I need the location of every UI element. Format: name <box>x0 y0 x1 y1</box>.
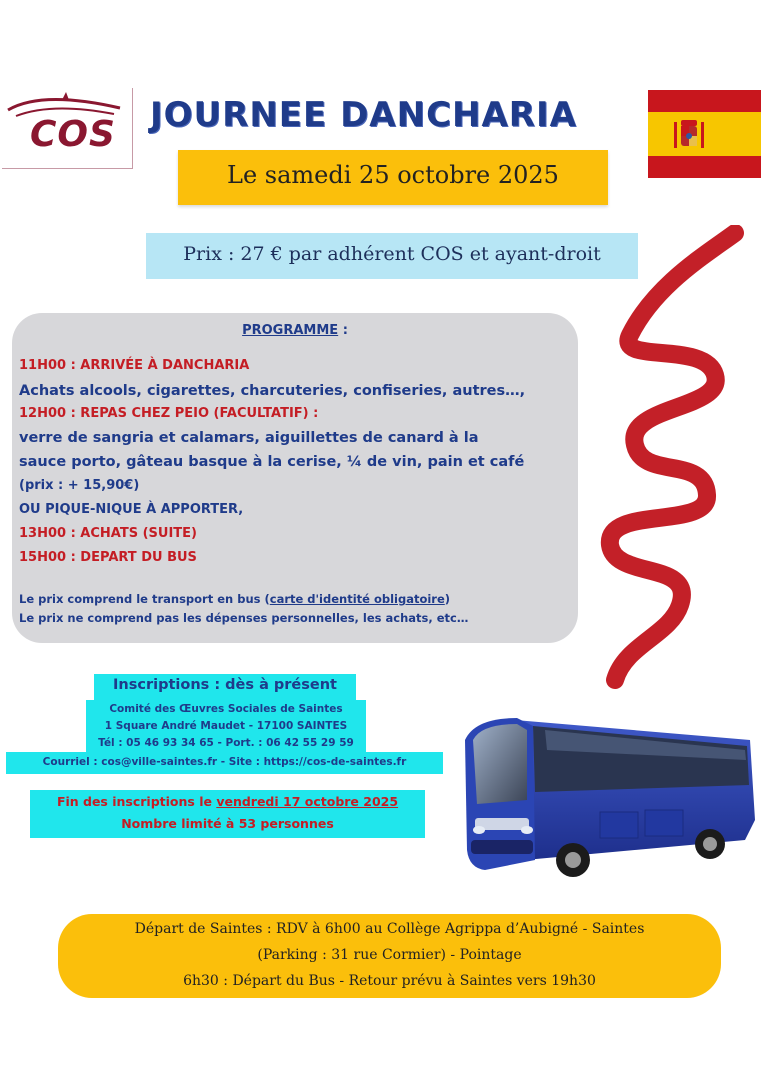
programme-bus-departure: 15H00 : DEPART DU BUS <box>19 550 197 565</box>
note-suffix: ) <box>444 592 451 606</box>
page-title: JOURNEE DANCHARIA <box>150 95 577 135</box>
inscriptions-address-box <box>86 700 366 756</box>
contact-email-site: Courriel : cos@ville-saintes.fr - Site : https://cos-de-saintes.fr <box>42 756 407 768</box>
date-banner <box>178 150 608 205</box>
id-card-required: carte d'identité obligatoire <box>269 592 445 606</box>
participant-limit: Nombre limité à 53 personnes <box>121 816 334 831</box>
deadline-prefix: Fin des inscriptions le <box>56 794 217 809</box>
coach-bus-image <box>455 700 760 880</box>
programme-picnic: OU PIQUE-NIQUE À APPORTER, <box>19 502 244 517</box>
departure-parking: (Parking : 31 rue Cormier) - Pointage <box>257 947 522 963</box>
programme-box <box>12 313 578 643</box>
departure-times: 6h30 : Départ du Bus - Retour prévu à Saintes vers 19h30 <box>183 973 596 989</box>
programme-menu-line2: sauce porto, gâteau basque à la cerise, ¼ de vin, pain et café <box>19 454 525 470</box>
organization-phones: Tél : 05 46 93 34 65 - Port. : 06 42 55 29 59 <box>98 737 354 749</box>
programme-shopping: Achats alcools, cigarettes, charcuteries, confiseries, autres…, <box>19 383 526 399</box>
programme-arrival: 11H00 : ARRIVÉE À DANCHARIA <box>19 358 250 373</box>
price-text: Prix : 27 € par adhérent COS et ayant-droit <box>183 243 601 265</box>
inscriptions-deadline-box <box>30 790 425 838</box>
programme-heading <box>12 323 578 338</box>
programme-shopping-continued: 13H00 : ACHATS (SUITE) <box>19 526 197 541</box>
organization-address: 1 Square André Maudet - 17100 SAINTES <box>104 720 348 732</box>
programme-menu-price: (prix : + 15,90€) <box>19 478 140 493</box>
inscriptions-contact-box <box>6 752 443 774</box>
programme-lunch: 12H00 : REPAS CHEZ PEIO (FACULTATIF) : <box>19 406 319 421</box>
registration-deadline <box>30 794 425 809</box>
organization-name: Comité des Œuvres Sociales de Saintes <box>109 703 343 715</box>
inscriptions-title: Inscriptions : dès à présent <box>113 677 337 693</box>
event-date: Le samedi 25 octobre 2025 <box>227 161 559 189</box>
programme-menu-line1: verre de sangria et calamars, aiguillettes de canard à la <box>19 430 479 446</box>
note-prefix: Le prix comprend le transport en bus ( <box>19 592 270 606</box>
price-excludes-note: Le prix ne comprend pas les dépenses personnelles, les achats, etc… <box>19 611 469 625</box>
inscriptions-title-box <box>94 674 356 700</box>
departure-info-box <box>58 914 721 998</box>
cos-logo <box>2 88 133 169</box>
deadline-date: vendredi 17 octobre 2025 <box>216 794 399 809</box>
red-brush-swirl <box>585 225 755 690</box>
programme-heading-colon: : <box>338 323 348 338</box>
price-box <box>146 233 638 279</box>
logo-text: COS <box>30 114 116 155</box>
spain-flag-icon <box>648 90 761 178</box>
departure-meeting-point: Départ de Saintes : RDV à 6h00 au Collège Agrippa d’Aubigné - Saintes <box>134 921 645 937</box>
price-includes-note <box>19 590 572 608</box>
programme-heading-label: PROGRAMME <box>242 323 339 338</box>
